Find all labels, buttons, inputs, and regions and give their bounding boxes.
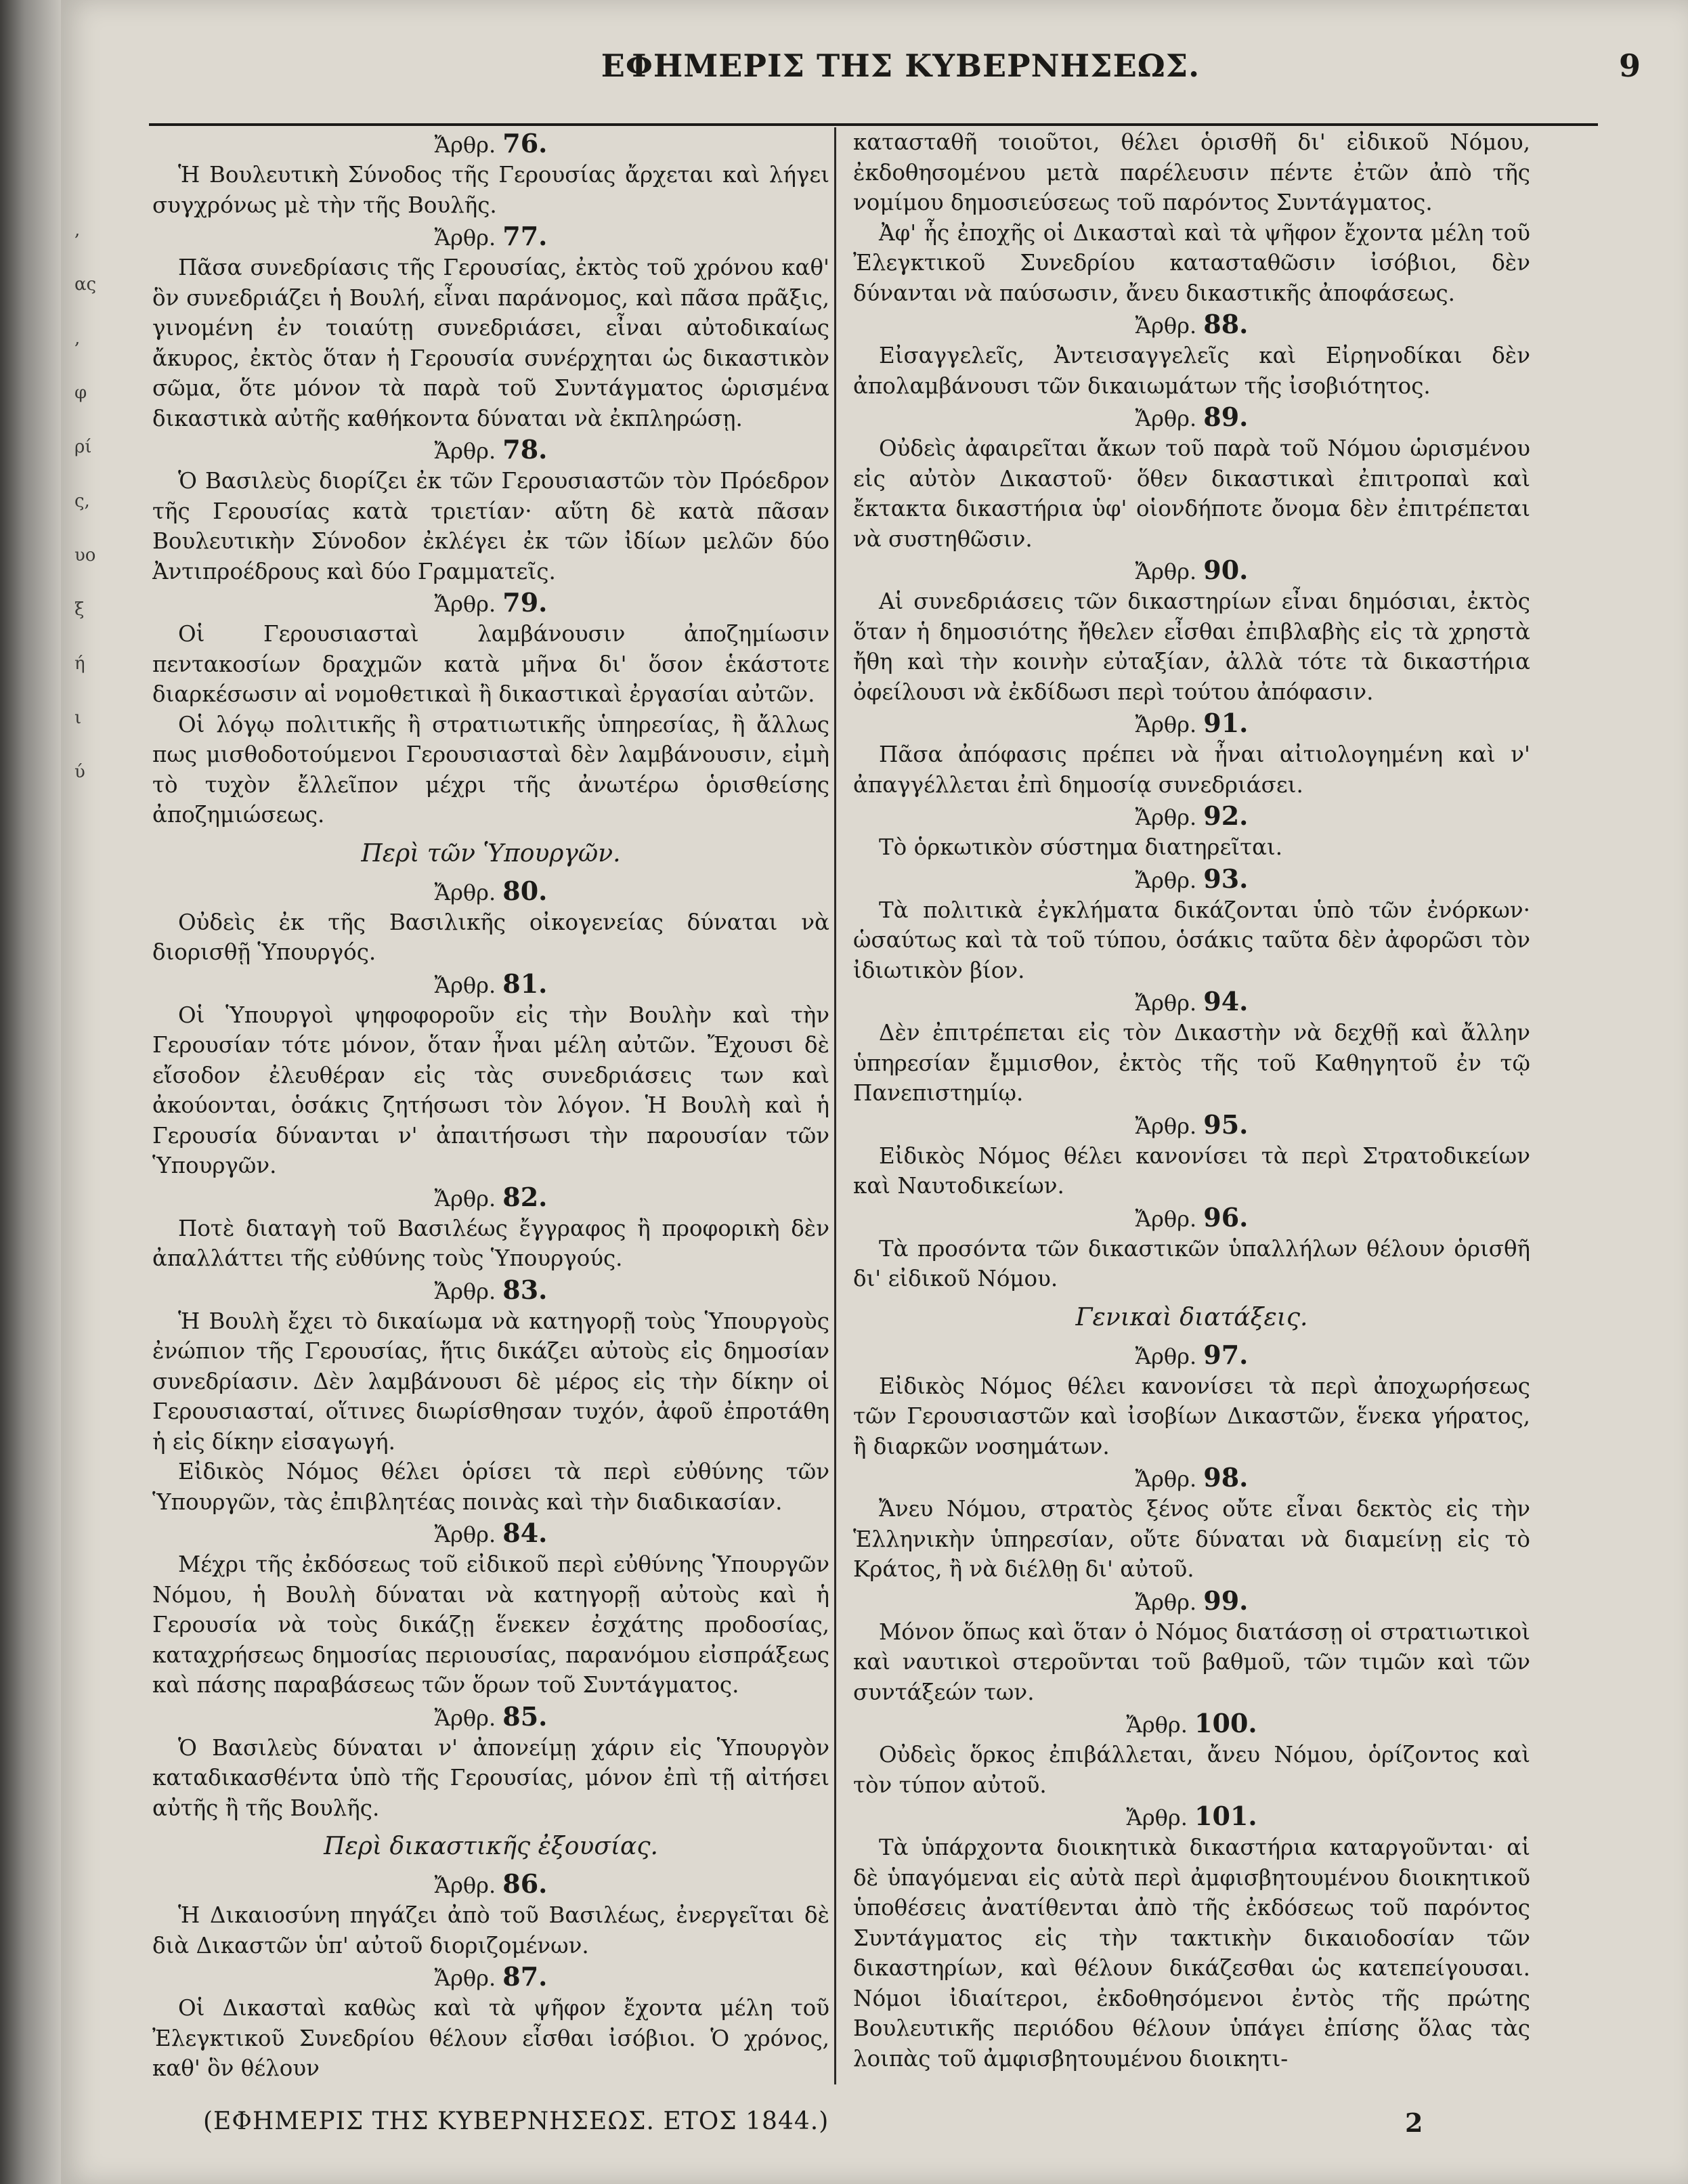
publication-title: ΕΦΗΜΕΡΙΣ ΤΗΣ ΚΥΒΕΡΝΗΣΕΩΣ. — [601, 47, 1200, 84]
article-number — [152, 1181, 829, 1212]
article-label: Ἄρθρ. — [1135, 1205, 1197, 1232]
paragraph: Ὁ Βασιλεὺς διορίζει ἐκ τῶν Γερουσιαστῶν τὸν Πρόεδρον τῆς Γερουσίας κατὰ τριετίαν· αὕτη δὲ κατὰ πᾶσαν Βουλευτικὴν Σύνοδον ἐκλέγει ἐκ τῶν ἰδίων μελῶν δύο Ἀντιπροέδρους καὶ δύο Γραμματεῖς. — [152, 468, 829, 584]
paragraph: Ἀφ' ἧς ἐποχῆς οἱ Δικασταὶ καὶ τὰ ψῆφον ἔχοντα μέλη τοῦ Ἐλεγκτικοῦ Συνεδρίου κατασταθῶσιν ἰσόβιοι, δὲν δύνανται νὰ παύσωσιν, ἄνευ δικαστικῆς ἀποφάσεως. — [853, 219, 1530, 306]
paragraph: Εἰδικὸς Νόμος θέλει κανονίσει τὰ περὶ ἀποχωρήσεως τῶν Γερουσιαστῶν καὶ ἰσοβίων Δικαστῶν, ἕνεκα γήρατος, ἢ διαρκῶν νοσημάτων. — [853, 1373, 1530, 1459]
paragraph: Τὰ προσόντα τῶν δικαστικῶν ὑπαλλήλων θέλουν ὁρισθῆ δι' εἰδικοῦ Νόμου. — [853, 1235, 1530, 1291]
article-number — [853, 1339, 1530, 1370]
article-num: 81. — [502, 968, 548, 999]
paragraph: Αἱ συνεδριάσεις τῶν δικαστηρίων εἶναι δημόσιαι, ἐκτὸς ὅταν ἡ δημοσιότης ἤθελεν εἶσθαι ἐπιβλαβὴς εἰς τὰ χρηστὰ ἤθη καὶ τὴν κοινὴν εὐταξίαν, ἀλλὰ τότε τὰ δικαστήρια ὀφείλουσι νὰ ἐκδίδωσι περὶ τούτου ἀπόφασιν. — [853, 588, 1530, 705]
article-number — [152, 1274, 829, 1305]
article-label: Ἄρθρ. — [434, 438, 496, 464]
article-num: 79. — [502, 587, 548, 618]
page-footer — [61, 2107, 1688, 2148]
paragraph: Οἱ Ὑπουργοὶ ψηφοφοροῦν εἰς τὴν Βουλὴν καὶ τὴν Γερουσίαν τότε μόνον, ὅταν ἦναι μέλη αὐτῶν. Ἔχουσι δὲ εἴσοδον ἐλευθέραν εἰς τὰς συνεδριάσεις των καὶ ἀκούονται, ὁσάκις ζητήσωσι τὸν λόγον. Ἡ Βουλὴ καὶ ἡ Γερουσία δύνανται ν' ἀπαιτήσωσι τὴν παρουσίαν τῶν Ὑπουργῶν. — [152, 1002, 829, 1178]
article-number — [853, 865, 1530, 894]
paragraph: Μέχρι τῆς ἐκδόσεως τοῦ εἰδικοῦ περὶ εὐθύνης Ὑπουργῶν Νόμου, ἡ Βουλὴ δύναται νὰ κατηγορῇ αὐτοὺς καὶ ἡ Γερουσία νὰ τοὺς δικάζῃ ἕνεκεν ἐσχάτης προδοσίας, καταχρήσεως δημοσίας περιουσίας, παρανόμου εἰσπράξεως καὶ πάσης παραβάσεως τῶν ὅρων τοῦ Συντάγματος. — [152, 1551, 829, 1698]
paragraph: Οὐδεὶς ὅρκος ἐπιβάλλεται, ἄνευ Νόμου, ὁρίζοντος καὶ τὸν τύπον αὐτοῦ. — [853, 1742, 1530, 1798]
right-column — [853, 127, 1530, 2091]
article-number — [152, 589, 829, 618]
article-number — [152, 436, 829, 465]
article-num: 94. — [1203, 986, 1249, 1016]
fragment-mark: ύ — [74, 762, 85, 782]
fragment-mark: φ — [74, 383, 87, 403]
paragraph: Ἡ Βουλὴ ἔχει τὸ δικαίωμα νὰ κατηγορῇ τοὺς Ὑπουργοὺς ἐνώπιον τῆς Γερουσίας, ἥτις δικάζει αὐτοὺς εἰς δημοσίαν συνεδρίασιν. Δὲν λαμβάνουσι δὲ μέρος εἰς τὴν δίκην οἱ Γερουσιασταί, οἵτινες διωρίσθησαν τυχόν, ἀφοῦ ἐπροτάθη ἡ εἰς δίκην εἰσαγωγή. — [152, 1308, 829, 1455]
fragment-mark: , — [74, 220, 81, 240]
article-number — [853, 710, 1530, 738]
page-number: 9 — [1618, 47, 1641, 84]
article-number — [152, 1520, 829, 1548]
article-label: Ἄρθρ. — [434, 1185, 496, 1212]
article-num: 89. — [1203, 402, 1249, 432]
previous-page-edge — [0, 0, 61, 2184]
fragment-mark: ξ — [74, 599, 85, 620]
article-number — [853, 1111, 1530, 1140]
paragraph: Ἄνευ Νόμου, στρατὸς ξένος οὔτε εἶναι δεκτὸς εἰς τὴν Ἑλληνικὴν ὑπηρεσίαν, οὔτε δύναται νὰ διαμείνῃ εἰς τὸ Κράτος, ἢ νὰ διέλθῃ δι' αὐτοῦ. — [853, 1496, 1530, 1582]
article-label: Ἄρθρ. — [1126, 1805, 1188, 1830]
article-number — [853, 557, 1530, 585]
paragraph: Οἱ λόγῳ πολιτικῆς ἢ στρατιωτικῆς ὑπηρεσίας, ἢ ἄλλως πως μισθοδοτούμενοι Γερουσιασταὶ δὲν λαμβάνουσιν, εἰμὴ τὸ τυχὸν ἔλλεῖπον μέχρι τῆς ἀνωτέρω ὁρισθείσης ἀποζημιώσεως. — [152, 711, 829, 828]
paragraph: Ἡ Βουλευτικὴ Σύνοδος τῆς Γερουσίας ἄρχεται καὶ λήγει συγχρόνως μὲ τὴν τῆς Βουλῆς. — [152, 162, 829, 218]
article-number — [853, 1201, 1530, 1233]
paragraph: Οἱ Δικασταὶ καθὼς καὶ τὰ ψῆφον ἔχοντα μέλη τοῦ Ἐλεγκτικοῦ Συνεδρίου θέλουν εἶσθαι ἰσόβιοι. Ὁ χρόνος, καθ' ὃν θέλουν — [152, 1995, 829, 2081]
article-number — [152, 223, 829, 251]
article-label: Ἄρθρ. — [1135, 805, 1197, 830]
article-num: 76. — [502, 128, 548, 158]
paragraph: Εἰδικὸς Νόμος θέλει κανονίσει τὰ περὶ Στρατοδικείων καὶ Ναυτοδικείων. — [853, 1142, 1530, 1199]
column-divider — [834, 127, 836, 2084]
header-rule — [149, 123, 1598, 126]
article-num: 80. — [502, 875, 548, 906]
section-heading: Γενικαὶ διατάξεις. — [1075, 1303, 1308, 1331]
article-number — [152, 1870, 829, 1899]
fragment-mark: ή — [74, 654, 85, 674]
paragraph: Τὰ πολιτικὰ ἐγκλήματα δικάζονται ὑπὸ τῶν ἐνόρκων· ὡσαύτως καὶ τὰ τοῦ τύπου, ὁσάκις ταῦτα δὲν ἀφορῶσι τὸν ἰδιωτικὸν βίον. — [853, 897, 1530, 983]
newspaper-page — [61, 0, 1688, 2184]
paragraph: Δὲν ἐπιτρέπεται εἰς τὸν Δικαστὴν νὰ δεχθῇ καὶ ἄλλην ὑπηρεσίαν ἔμμισθον, ἐκτὸς τῆς τοῦ Καθηγητοῦ ἐν τῷ Πανεπιστημίῳ. — [853, 1020, 1530, 1106]
article-number — [853, 802, 1530, 831]
article-num: 97. — [1203, 1339, 1249, 1370]
paragraph: Πᾶσα ἀπόφασις πρέπει νὰ ἦναι αἰτιολογημένη καὶ ν' ἀπαγγέλλεται ἐπὶ δημοσίᾳ συνεδριάσει. — [853, 742, 1530, 798]
fragment-mark: , — [74, 328, 81, 349]
paragraph: Ποτὲ διαταγὴ τοῦ Βασιλέως ἔγγραφος ἢ προφορικὴ δὲν ἀπαλλάττει τῆς εὐθύνης τοὺς Ὑπουργούς. — [152, 1215, 829, 1271]
article-num: 82. — [502, 1181, 548, 1212]
article-number — [853, 1710, 1530, 1738]
article-label: Ἄρθρ. — [434, 1872, 496, 1898]
article-label: Ἄρθρ. — [434, 225, 496, 251]
article-num: 88. — [1203, 309, 1249, 339]
article-number — [152, 875, 829, 906]
article-label: Ἄρθρ. — [434, 1278, 496, 1304]
article-number — [853, 1587, 1530, 1616]
article-num: 100. — [1194, 1708, 1257, 1738]
fragment-mark: ρί — [74, 437, 92, 457]
article-label: Ἄρθρ. — [1126, 1712, 1188, 1738]
paragraph: κατασταθῆ τοιοῦτοι, θέλει ὁρισθῆ δι' εἰδικοῦ Νόμου, ἐκδοθησομένου μετὰ παρέλευσιν πέντε ἐτῶν ἀπὸ τῆς νομίμου δημοσιεύσεως τοῦ παρόντος Συντάγματος. — [853, 129, 1530, 215]
article-label: Ἄρθρ. — [434, 879, 496, 905]
article-label: Ἄρθρ. — [434, 591, 496, 617]
article-number — [853, 311, 1530, 339]
article-number — [152, 1700, 829, 1732]
paragraph: Μόνον ὅπως καὶ ὅταν ὁ Νόμος διατάσσῃ οἱ στρατιωτικοὶ καὶ ναυτικοὶ στεροῦνται τοῦ βαθμοῦ, τῶν τιμῶν καὶ τῶν συντάξεών των. — [853, 1619, 1530, 1705]
article-label: Ἄρθρ. — [1135, 1113, 1197, 1139]
article-num: 99. — [1203, 1585, 1249, 1616]
paragraph: Οὐδεὶς ἀφαιρεῖται ἄκων τοῦ παρὰ τοῦ Νόμου ὡρισμένου εἰς αὐτὸν Δικαστοῦ· ὅθεν δικαστικαὶ ἐπιτροπαὶ καὶ ἔκτακτα δικαστήρια ὑφ' οἱονδήποτε ὄνομα δὲν ἐπιτρέπεται νὰ συστηθῶσιν. — [853, 435, 1530, 552]
article-label: Ἄρθρ. — [1135, 1589, 1197, 1615]
fragment-mark: ας — [74, 274, 97, 295]
article-number — [853, 404, 1530, 432]
article-label: Ἄρθρ. — [1135, 559, 1197, 584]
paragraph: Τὰ ὑπάρχοντα διοικητικὰ δικαστήρια καταργοῦνται· αἱ δὲ ὑπαγόμεναι εἰς αὐτὰ περὶ ἀμφισβητουμένου διοικητικοῦ ὑποθέσεις ἀνατίθενται ἀπὸ τῆς ἐκδόσεως τοῦ παρόντος Συντάγματος εἰς τὴν τακτικὴν δικαιοδοσίαν τῶν δικαστηρίων, καὶ θέλουν δικάζεσθαι ὡς κατεπείγουσαι. Νόμοι ἰδιαίτεροι, ἐκδοθησόμενοι ἐντὸς τῆς πρώτης Βουλευτικῆς περιόδου θέλουν ὑπάγει ἐπίσης ὅλας τὰς λοιπὰς τοῦ ἀμφισβητουμένου διοικητι- — [853, 1835, 1530, 2072]
article-num: 92. — [1203, 800, 1249, 831]
issue-line: (ΕΦΗΜΕΡΙΣ ΤΗΣ ΚΥΒΕΡΝΗΣΕΩΣ. ΕΤΟΣ 1844.) — [203, 2107, 829, 2135]
article-label: Ἄρθρ. — [1135, 1343, 1197, 1369]
article-label: Ἄρθρ. — [1135, 313, 1197, 339]
paragraph: Ἡ Δικαιοσύνη πηγάζει ἀπὸ τοῦ Βασιλέως, ἐνεργεῖται δὲ διὰ Δικαστῶν ὑπ' αὐτοῦ διοριζομένων. — [152, 1902, 829, 1958]
article-num: 96. — [1203, 1201, 1249, 1233]
article-label: Ἄρθρ. — [434, 1705, 496, 1731]
paragraph: Εἰσαγγελεῖς, Ἀντεισαγγελεῖς καὶ Εἰρηνοδίκαι δὲν ἀπολαμβάνουσι τῶν δικαιωμάτων τῆς ἰσοβιότητος. — [853, 343, 1530, 399]
article-num: 87. — [502, 1961, 548, 1992]
sheet-number: 2 — [1405, 2107, 1423, 2138]
paragraph: Οἱ Γερουσιασταὶ λαμβάνουσιν ἀποζημίωσιν πεντακοσίων δραχμῶν κατὰ μῆνα δι' ὅσον ἑκάστοτε διαρκέσωσιν αἱ νομοθετικαὶ ἢ δικαστικαὶ ἐργασίαι αὐτῶν. — [152, 621, 829, 707]
article-num: 83. — [502, 1274, 548, 1305]
article-number — [853, 1803, 1530, 1831]
article-num: 91. — [1203, 708, 1249, 738]
section-heading: Περὶ δικαστικῆς ἐξουσίας. — [324, 1833, 658, 1860]
article-num: 98. — [1203, 1462, 1249, 1493]
article-num: 85. — [502, 1700, 548, 1732]
article-num: 78. — [502, 434, 548, 465]
article-num: 77. — [502, 221, 548, 251]
section-heading: Περὶ τῶν Ὑπουργῶν. — [361, 839, 621, 868]
article-label: Ἄρθρ. — [434, 972, 496, 998]
paragraph: Ὁ Βασιλεὺς δύναται ν' ἀπονείμῃ χάριν εἰς Ὑπουργὸν καταδικασθέντα ὑπὸ τῆς Γερουσίας, μόνον ἐπὶ τῇ αἰτήσει αὐτῆς ἢ τῆς Βουλῆς. — [152, 1734, 829, 1821]
article-label: Ἄρθρ. — [434, 132, 496, 158]
article-number — [152, 130, 829, 158]
article-label: Ἄρθρ. — [1135, 1466, 1197, 1492]
fragment-mark: ι — [74, 708, 82, 728]
page-header — [61, 47, 1688, 95]
article-label: Ἄρθρ. — [1135, 712, 1197, 737]
article-num: 90. — [1203, 555, 1249, 585]
fragment-mark: υο — [74, 545, 96, 565]
article-num: 101. — [1194, 1801, 1257, 1831]
article-label: Ἄρθρ. — [1135, 406, 1197, 431]
article-number — [853, 1464, 1530, 1493]
article-number — [152, 970, 829, 999]
article-num: 95. — [1203, 1109, 1249, 1140]
article-number — [152, 1963, 829, 1992]
paragraph: Εἰδικὸς Νόμος θέλει ὁρίσει τὰ περὶ εὐθύνης τῶν Ὑπουργῶν, τὰς ἐπιβλητέας ποινὰς καὶ τὴν διαδικασίαν. — [152, 1459, 829, 1515]
article-num: 84. — [502, 1518, 548, 1548]
article-num: 93. — [1203, 863, 1249, 894]
paragraph: Πᾶσα συνεδρίασις τῆς Γερουσίας, ἐκτὸς τοῦ χρόνου καθ' ὃν συνεδριάζει ἡ Βουλή, εἶναι παράνομος, καὶ πᾶσα πρᾶξις, γινομένη ἐν τοιαύτῃ συνεδριάσει, εἶναι αὐτοδικαίως ἄκυρος, ἐκτὸς ὅταν ἡ Γερουσία συνέρχηται ὡς δικαστικὸν σῶμα, ὅτε μόνον τὰ παρὰ τοῦ Συντάγματος ὡρισμένα δικαστικὰ αὐτῆς καθήκοντα δύναται νὰ ἐκπληρώσῃ. — [152, 255, 829, 431]
article-label: Ἄρθρ. — [1135, 867, 1197, 893]
article-label: Ἄρθρ. — [434, 1965, 496, 1991]
paragraph: Οὐδεὶς ἐκ τῆς Βασιλικῆς οἰκογενείας δύναται νὰ διορισθῇ Ὑπουργός. — [152, 909, 829, 965]
paragraph: Τὸ ὁρκωτικὸν σύστημα διατηρεῖται. — [879, 834, 1283, 860]
article-label: Ἄρθρ. — [1135, 990, 1197, 1016]
fragment-mark: ς, — [74, 491, 90, 511]
previous-page-fragments — [74, 203, 115, 799]
article-num: 86. — [502, 1868, 548, 1899]
article-label: Ἄρθρ. — [434, 1522, 496, 1547]
article-number — [853, 988, 1530, 1016]
left-column — [152, 127, 829, 2091]
